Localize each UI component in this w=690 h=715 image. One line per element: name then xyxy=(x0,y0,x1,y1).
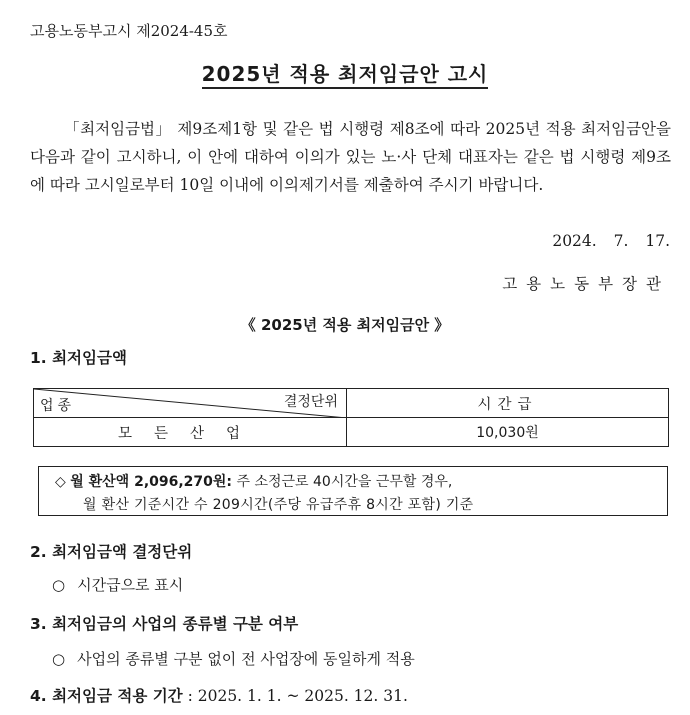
monthly-line-2: 월 환산 기준시간 수 209시간(주당 유급주휴 8시간 포함) 기준 xyxy=(83,497,474,513)
section-4 xyxy=(30,684,408,706)
issuer: 고용노동부장관 xyxy=(502,275,670,293)
section-4-separator: : xyxy=(182,687,198,705)
monthly-condition: 주 소정근로 40시간을 근무할 경우, xyxy=(236,474,453,490)
page-title-text: 2025년 적용 최저임금안 고시 xyxy=(202,62,489,89)
section-2-heading: 2. 최저임금액 결정단위 xyxy=(30,543,193,561)
header-hourly: 시간급 xyxy=(346,389,668,418)
section-2-bullet xyxy=(52,574,183,595)
section-2-text: 시간급으로 표시 xyxy=(77,576,184,594)
table-row xyxy=(34,418,669,447)
notice-date: 2024. 7. 17. xyxy=(552,232,670,250)
section-3-heading: 3. 최저임금의 사업의 종류별 구분 여부 xyxy=(30,615,299,633)
section-3-bullet xyxy=(52,648,415,669)
minimum-wage-table xyxy=(33,388,669,447)
monthly-equivalent-box xyxy=(38,466,668,516)
proposal-subtitle: 《 2025년 적용 최저임금안 》 xyxy=(240,316,450,334)
table-header-row xyxy=(34,389,669,418)
circle-bullet-icon: ○ xyxy=(52,650,66,668)
body-paragraph: 「최저임금법」 제9조제1항 및 같은 법 시행령 제8조에 따라 2025년 적용 최저임금안을 다음과 같이 고시하니, 이 안에 대하여 이의가 있는 노·사 단체 대표자는 같은 법 시행령 제9조에 따라 고시일로부터 10일 이내에 이의제기서를 제출하여 주시기 바랍니다. xyxy=(30,120,671,194)
application-period: 2025. 1. 1. ~ 2025. 12. 31. xyxy=(197,687,408,705)
diamond-icon: ◇ xyxy=(55,474,66,490)
diagonal-header-cell xyxy=(34,389,347,418)
circle-bullet-icon: ○ xyxy=(52,576,66,594)
section-4-heading: 4. 최저임금 적용 기간 xyxy=(30,687,183,705)
row-all-industries: 모든산업 xyxy=(34,418,347,447)
header-decision-unit: 결정단위 xyxy=(283,394,338,410)
notice-number: 고용노동부고시 제2024-45호 xyxy=(30,22,228,40)
section-3-text: 사업의 종류별 구분 없이 전 사업장에 동일하게 적용 xyxy=(77,650,415,668)
page-title xyxy=(0,58,690,87)
header-industry: 업종 xyxy=(40,398,76,414)
row-hourly-wage: 10,030원 xyxy=(346,418,668,447)
monthly-line-1 xyxy=(55,471,452,491)
monthly-amount: 월 환산액 2,096,270원: xyxy=(70,474,233,490)
section-1-heading: 1. 최저임금액 xyxy=(30,349,127,367)
